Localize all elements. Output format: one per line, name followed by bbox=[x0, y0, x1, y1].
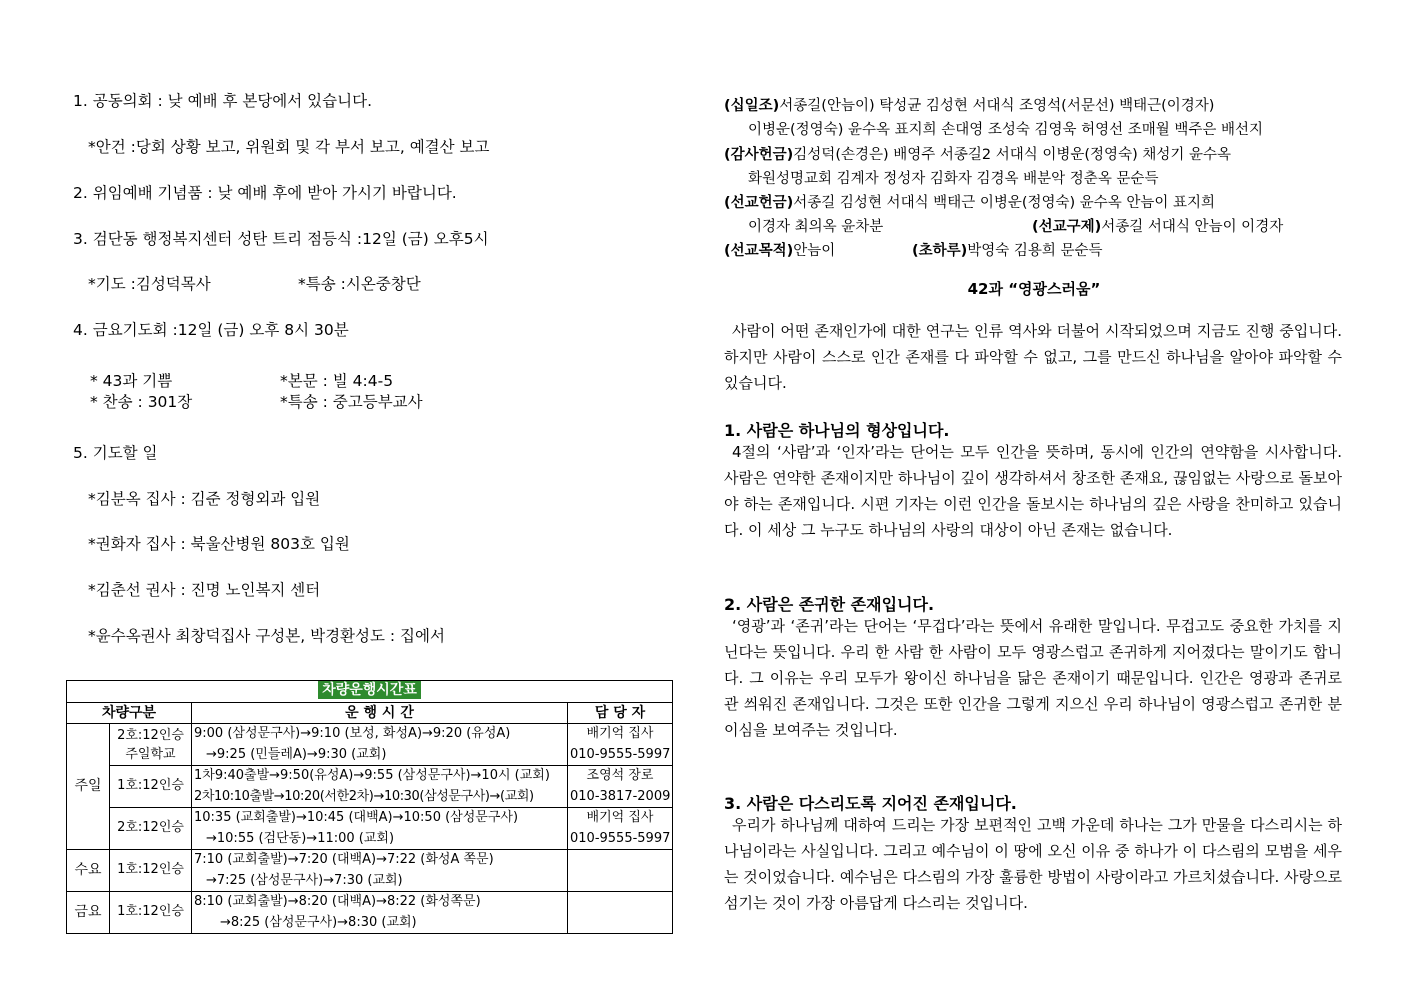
offering-label: (십일조) bbox=[724, 98, 780, 114]
table-row bbox=[67, 724, 673, 745]
offering-first-day bbox=[912, 241, 1103, 261]
offering-thanks-cont bbox=[724, 169, 1368, 189]
notice-4: 4. 금요기도회 :12일 (금) 오후 8시 30분 bbox=[73, 321, 349, 339]
notice-3-prayer: *기도 :김성덕목사 bbox=[88, 275, 211, 293]
vehicle-cell: 2호:12인승 bbox=[110, 808, 192, 850]
notice-3-special-song: *특송 :시온중창단 bbox=[298, 275, 421, 293]
notice-2: 2. 위임예배 기념품 : 낮 예배 후에 받아 가시기 바랍니다. bbox=[73, 184, 457, 202]
notice-4-hymn: * 찬송 : 301장 bbox=[90, 393, 193, 411]
manager-name: 배기억 집사 bbox=[568, 724, 673, 745]
notice-4-lesson: * 43과 기쁨 bbox=[90, 372, 173, 390]
time-cell: 8:10 (교회출발)→8:20 (대백A)→8:22 (화성쪽문) bbox=[192, 892, 568, 913]
manager-name: 조영석 장로 bbox=[568, 766, 673, 787]
prayer-item-1: *김분옥 집사 : 김준 정형외과 입원 bbox=[88, 490, 321, 508]
vehicle-label: 2호:12인승 bbox=[117, 727, 184, 743]
notice-5: 5. 기도할 일 bbox=[73, 444, 158, 462]
time-cell: 2차10:10출발→10:20(서한2차)→10:30(삼성문구사)→(교회) bbox=[192, 787, 568, 808]
offering-names: 서종길(안늠이) 탁성균 김성현 서대식 조영석(서문선) 백태근(이경자) bbox=[779, 98, 1215, 114]
offering-mission bbox=[724, 193, 1344, 213]
prayer-item-4: *윤수옥권사 최창덕집사 구성본, 박경환성도 : 집에서 bbox=[88, 627, 445, 645]
offering-label: (선교헌금) bbox=[724, 195, 794, 211]
manager-empty bbox=[568, 892, 673, 934]
table-row bbox=[67, 850, 673, 871]
manager-phone: 010-9555-5997 bbox=[568, 745, 673, 766]
notice-4-special-song: *특송 : 중고등부교사 bbox=[280, 393, 423, 411]
time-cell: 7:10 (교회출발)→7:20 (대백A)→7:22 (화성A 쪽문) bbox=[192, 850, 568, 871]
right-column bbox=[724, 0, 1344, 992]
day-sunday: 주일 bbox=[67, 724, 110, 850]
header-time: 운 행 시 간 bbox=[192, 702, 568, 724]
day-wednesday: 수요 bbox=[67, 850, 110, 892]
lesson-paragraph-1: 4절의 ‘사람’과 ‘인자’라는 단어는 모두 인간을 뜻하며, 동시에 인간의 연약함을 시사합니다. 사람은 연약한 존재이지만 하나님이 깊이 생각하셔서 창조한 존재요, 끊임없는 사랑으로 돌보아야 하는 존재입니다. 시편 기자는 이런 인간을 돌보시는 하나님의 깊은 사랑을 찬미하고 있습니다. 이 세상 그 누구도 하나님의 사랑의 대상이 아닌 존재는 없습니다. bbox=[724, 443, 1343, 539]
time-cell: →7:25 (삼성문구사)→7:30 (교회) bbox=[192, 871, 568, 892]
vehicle-cell: 1호:12인승 bbox=[110, 850, 192, 892]
offering-names: 안늠이 bbox=[793, 243, 836, 259]
time-cell: 1차9:40출발→9:50(유성A)→9:55 (삼성문구사)→10시 (교회) bbox=[192, 766, 568, 787]
offering-label: (선교목적) bbox=[724, 243, 794, 259]
time-cell: 9:00 (삼성문구사)→9:10 (보성, 화성A)→9:20 (유성A) bbox=[192, 724, 568, 745]
lesson-paragraph-2: ‘영광’과 ‘존귀’라는 단어는 ‘무겁다’라는 뜻에서 유래한 말입니다. 무겁고도 중요한 가치를 지닌다는 뜻입니다. 우리 한 사람 한 사람이 모두 영광스럽고 존귀하게 지어졌다는 말이기도 합니다. 그 이유는 우리 모두가 왕이신 하나님을 닮은 존재이기 때문입니다. 인간은 영광과 존귀로 관 씌워진 존재입니다. 그것은 또한 인간을 그렇게 지으신 우리 하나님이 영광스럽고 존귀한 분이심을 보여주는 것입니다. bbox=[724, 617, 1342, 739]
lesson-heading-2: 2. 사람은 존귀한 존재입니다. bbox=[724, 595, 935, 614]
offering-label: (감사헌금) bbox=[724, 147, 794, 163]
vehicle-cell: 1호:12인승 bbox=[110, 766, 192, 808]
schedule-title-cell bbox=[67, 681, 673, 703]
manager-phone: 010-9555-5997 bbox=[568, 829, 673, 850]
vehicle-schedule-table bbox=[66, 680, 673, 934]
vehicle-cell bbox=[110, 724, 192, 766]
offering-names: 이병운(정영숙) 윤수옥 표지희 손대영 조성숙 김영욱 허영선 조매월 백주은 배선지 bbox=[748, 122, 1264, 138]
lesson-heading-3: 3. 사람은 다스리도록 지어진 존재입니다. bbox=[724, 794, 1017, 813]
offering-mission-purpose bbox=[724, 241, 1344, 261]
day-friday: 금요 bbox=[67, 892, 110, 934]
offering-relief bbox=[1032, 217, 1283, 237]
offering-names: 김성덕(손경은) 배영주 서종길2 서대식 이병운(정영숙) 채성기 윤수옥 bbox=[793, 147, 1231, 163]
manager-empty bbox=[568, 850, 673, 892]
lesson-title: 42과 “영광스러움” bbox=[967, 280, 1101, 298]
offering-names: 이경자 최의옥 윤차분 bbox=[748, 219, 884, 235]
offering-label: (초하루) bbox=[912, 243, 968, 259]
prayer-item-3: *김춘선 권사 : 진명 노인복지 센터 bbox=[88, 581, 321, 599]
offering-names: 박영숙 김용희 문순득 bbox=[967, 243, 1103, 259]
schedule-title: 차량운행시간표 bbox=[318, 681, 421, 699]
time-cell: →9:25 (민들레A)→9:30 (교회) bbox=[192, 745, 568, 766]
notice-4-scripture: *본문 : 빌 4:4-5 bbox=[280, 372, 394, 390]
table-row bbox=[67, 766, 673, 787]
header-manager: 담 당 자 bbox=[568, 702, 673, 724]
table-row bbox=[67, 808, 673, 829]
lesson-heading-1: 1. 사람은 하나님의 형상입니다. bbox=[724, 421, 950, 440]
left-column bbox=[0, 0, 700, 992]
time-cell: →10:55 (검단동)→11:00 (교회) bbox=[192, 829, 568, 850]
manager-name: 배기억 집사 bbox=[568, 808, 673, 829]
vehicle-sublabel: 주일학교 bbox=[125, 746, 176, 762]
notice-1: 1. 공동의회 : 낮 예배 후 본당에서 있습니다. bbox=[73, 92, 372, 110]
header-vehicle: 차량구분 bbox=[67, 702, 192, 724]
time-cell: →8:25 (삼성문구사)→8:30 (교회) bbox=[192, 913, 568, 934]
offering-thanks bbox=[724, 145, 1344, 165]
notice-1-agenda: *안건 :당회 상황 보고, 위원회 및 각 부서 보고, 예결산 보고 bbox=[88, 138, 490, 156]
offering-names: 화원성명교회 김계자 정성자 김화자 김경옥 배분악 정춘옥 문순득 bbox=[748, 171, 1159, 187]
time-cell: 10:35 (교회출발)→10:45 (대백A)→10:50 (삼성문구사) bbox=[192, 808, 568, 829]
offering-names: 서종길 김성현 서대식 백태근 이병운(정영숙) 윤수옥 안늠이 표지희 bbox=[793, 195, 1216, 211]
prayer-item-2: *권화자 집사 : 북울산병원 803호 입원 bbox=[88, 535, 350, 553]
lesson-intro: 사람이 어떤 존재인가에 대한 연구는 인류 역사와 더불어 시작되었으며 지금도 진행 중입니다. 하지만 사람이 스스로 인간 존재를 다 파악할 수 없고, 그를 만드신 하나님을 알아야 파악할 수 있습니다. bbox=[724, 322, 1342, 392]
offering-tithe-cont bbox=[724, 120, 1368, 140]
offering-mission-cont bbox=[724, 217, 1368, 237]
offering-tithe bbox=[724, 96, 1344, 116]
manager-phone: 010-3817-2009 bbox=[568, 787, 673, 808]
lesson-paragraph-3: 우리가 하나님께 대하여 드리는 가장 보편적인 고백 가운데 하나는 그가 만물을 다스리시는 하나님이라는 사실입니다. 그리고 예수님이 이 땅에 오신 이유 중 하나가 이 다스림의 모범을 세우는 것이었습니다. 예수님은 다스림의 가장 훌륭한 방법이 사랑이라고 가르치셨습니다. 사랑으로 섬기는 것이 가장 아름답게 다스리는 것입니다. bbox=[724, 816, 1342, 912]
offering-names: 서종길 서대식 안늠이 이경자 bbox=[1101, 219, 1284, 235]
notice-3: 3. 검단동 행정복지센터 성탄 트리 점등식 :12일 (금) 오후5시 bbox=[73, 230, 489, 248]
table-row bbox=[67, 892, 673, 913]
vehicle-cell: 1호:12인승 bbox=[110, 892, 192, 934]
offering-label: (선교구제) bbox=[1032, 219, 1102, 235]
